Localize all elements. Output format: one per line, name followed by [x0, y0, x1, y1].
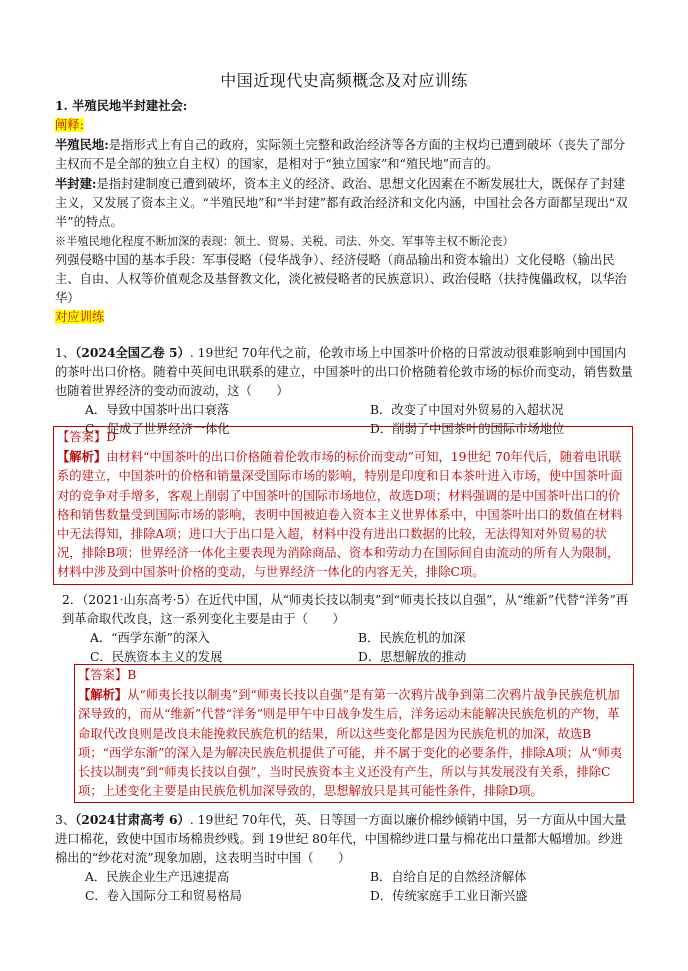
q1-source: （2024全国乙卷 5） [75, 345, 190, 360]
q2-stem: 在近代中国，从“师夷长技以制夷”到“师夷长技以自强”，从“维新”代替“洋务”再到革命取代改良，这一系列变化主要是由于（ ） [62, 593, 629, 626]
q2-option-b: B．民族危机的加深 [358, 631, 466, 645]
q3-source: （2024甘肃高考 6） [75, 812, 190, 827]
note-text: ※半殖民地化程度不断加深的表现：领土、贸易、关税、司法、外交、军事等主权不断沦丧） [55, 235, 514, 248]
q1-option-c: C．促成了世界经济一体化 [85, 422, 230, 436]
aggression-means: 列强侵略中国的基本手段：军事侵略（侵华战争）、经济侵略（商品输出和资本输出）文化侵略（输出民主、自由、人权等价值观念及基督教文化，淡化被侵略者的民族意识）、政治侵略（扶持傀儡政权，以华治华） [55, 253, 627, 305]
q1-number: 1、 [55, 346, 76, 360]
page-title: 中国近现代史高频概念及对应训练 [220, 71, 468, 90]
question-1 [55, 343, 635, 439]
q2-answer-box [74, 664, 634, 803]
q3-options [55, 868, 635, 906]
section-heading: 1. 半殖民地半封建社会: [55, 98, 188, 113]
q2-answer: 【答案】B [78, 668, 137, 682]
question-2 [62, 591, 634, 667]
q1-analysis: 由材料“中国茶叶的出口价格随着伦敦市场的标价而变动”可知，19世纪 70年代后，随着电讯联系的建立，中国茶叶的价格和销量深受国际市场的影响，特别是印度和日本茶叶进入市场，使中国茶叶面对的竞争对手增多，客观上削弱了中国茶叶的国际市场地位，故选D项；材料强调的是中国茶叶出口的价格和销售数量受到国际市场的影响，表明中国被迫卷入资本主义世界体系中，中国茶叶出口的数值在材料中无法得知，排除A项；进口大于出口是入超，材料中没有进出口数据的比较，无法得知对外贸易的状况，排除B项；世界经济一体化主要表现为消除商品、资本和劳动力在国际间自由流动的所有人为限制，材料中涉及到中国茶叶价格的变动，与世界经济一体化的内容无关，排除C项。 [57, 450, 623, 580]
q1-stem: . 19世纪 70年代之前，伦敦市场上中国茶叶价格的日常波动很难影响到中国国内的茶叶出口价格。随着中英间电讯联系的建立，中国茶叶的出口价格随着伦敦市场的标价而变动，销售数量也随着世界经济的变动而波动，这（ ） [55, 346, 633, 398]
text-semifeudal: 是指封建制度已遭到破坏，资本主义的经济、政治、思想文化因素在不断发展壮大，既保存了封建主义，又发展了资本主义。“半殖民地”和“半封建”都有政治经济和文化内涵，中国社会各方面都呈现出“双半”的特点。 [55, 177, 628, 229]
explain-label: 阐释: [55, 118, 84, 132]
q3-stem: . 19世纪 70年代，英、日等国一方面以廉价棉纱倾销中国，另一方面从中国大量进口棉花，致使中国市场棉贵纱贱。到 19世纪 80年代，中国棉纱进口量与棉花出口量都大幅增加。纱进棉出的“纱花对流”现象加剧，这表明当时中国（ ） [55, 813, 627, 865]
term-semifeudal: 半封建: [55, 176, 97, 191]
q1-option-b: B．改变了中国对外贸易的入超状况 [370, 403, 564, 417]
q3-option-c: C．卷入国际分工和贸易格局 [85, 889, 242, 903]
term-semicolonial: 半殖民地: [55, 137, 109, 152]
q2-source: （2021·山东高考·5） [82, 593, 197, 607]
q2-analysis-label: 【解析】 [78, 687, 128, 703]
q1-option-a: A．导致中国茶叶出口衰落 [85, 403, 230, 417]
q1-answer: 【答案】D [57, 430, 117, 444]
q1-answer-box [53, 426, 633, 585]
question-3 [55, 810, 635, 906]
section-semicolonial [55, 96, 635, 327]
q2-number: 2． [62, 593, 83, 607]
q1-option-d: D．削弱了中国茶叶的国际市场地位 [370, 422, 565, 436]
q2-analysis: 从“师夷长技以制夷”到“师夷长技以自强”是有第一次鸦片战争到第二次鸦片战争民族危机加深导致的，而从“维新”代替“洋务”则是甲午中日战争发生后，洋务运动未能解决民族危机的产物，革命取代改良则是改良未能挽救民族危机的结果，所以这些变化都是因为民族危机的加深，故选B项；“西学东渐”的深入是为解决民族危机提供了可能，并不属于变化的必要条件，排除A项；从“师夷长技以制夷”到“师夷长技以自强”，当时民族资本主义还没有产生，所以与其发展没有关系，排除C项；上述变化主要是由民族危机加深导致的，思想解放只是其可能性条件，排除D项。 [78, 688, 623, 799]
q1-analysis-label: 【解析】 [57, 449, 107, 465]
q3-number: 3、 [55, 813, 76, 827]
training-label: 对应训练 [55, 310, 105, 324]
q2-option-c: C．民族资本主义的发展 [90, 650, 223, 664]
q2-option-d: D．思想解放的推动 [358, 650, 467, 664]
text-semicolonial: 是指形式上有自己的政府，实际领土完整和政治经济等各方面的主权均已遭到破坏（丧失了部分主权而不是全部的独立自主权）的国家，是相对于“独立国家”和“殖民地”而言的。 [55, 138, 626, 171]
q3-option-b: B．自给自足的自然经济解体 [370, 870, 527, 884]
q2-options [62, 629, 634, 667]
q2-option-a: A．“西学东渐”的深入 [90, 631, 210, 645]
q3-option-d: D．传统家庭手工业日渐兴盛 [370, 889, 528, 903]
q3-option-a: A．民族企业生产迅速提高 [85, 870, 230, 884]
